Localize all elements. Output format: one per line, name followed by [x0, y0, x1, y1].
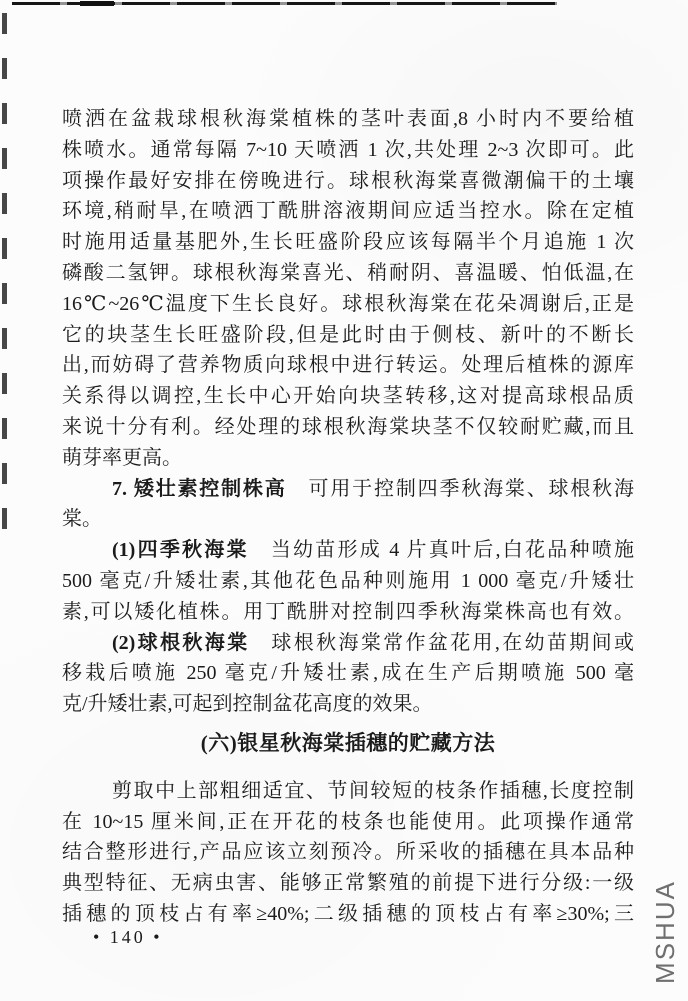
page-number: • 140 •: [93, 927, 163, 947]
text-line: 关系得以调控,生长中心开始向块茎转移,这对提高球根品质: [62, 385, 634, 408]
text-line: 500 毫克/升矮壮素,其他花色品种则施用 1 000 毫克/升矮壮: [62, 569, 634, 592]
scan-artifact-top-blob: [80, 1, 114, 6]
text-line: 剪取中上部粗细适宜、节间较短的枝条作插穗,长度控制: [112, 779, 634, 802]
text-line: 16℃~26℃温度下生长良好。球根秋海棠在花朵凋谢后,正是: [62, 292, 634, 315]
run-in-heading: (2)球根秋海棠: [112, 631, 250, 654]
text-line: 株喷水。通常每隔 7~10 天喷洒 1 次,共处理 2~3 次即可。此: [62, 138, 634, 161]
text-line: 时施用适量基肥外,生长旺盛阶段应该每隔半个月追施 1 次: [62, 231, 634, 254]
text-line: 在 10~15 厘米间,正在开花的枝条也能使用。此项操作通常: [62, 810, 634, 833]
text-line: 棠。: [62, 508, 102, 531]
text-line: 克/升矮壮素,可起到控制盆花高度的效果。: [62, 693, 433, 716]
text-line: 环境,稍耐旱,在喷洒丁酰肼溶液期间应适当控水。除在定植: [62, 200, 634, 223]
text-line: 出,而妨碍了营养物质向球根中进行转运。处理后植株的源库: [62, 354, 634, 377]
text-line: 来说十分有利。经处理的球根秋海棠块茎不仅较耐贮藏,而且: [62, 415, 634, 438]
text-line: 结合整形进行,产品应该立刻预冷。所采收的插穗在具本品种: [62, 841, 634, 864]
text-line: 典型特征、无病虫害、能够正常繁殖的前提下进行分级:一级: [62, 872, 634, 895]
text-line: 磷酸二氢钾。球根秋海棠喜光、稍耐阴、喜温暖、怕低温,在: [62, 261, 634, 284]
text-line: [62, 474, 634, 505]
text-line: 移栽后喷施 250 毫克/升矮壮素,成在生产后期喷施 500 毫: [62, 662, 634, 685]
run-in-heading: 7. 矮壮素控制株高: [112, 477, 287, 500]
text-line: 萌芽率更高。: [62, 446, 182, 469]
text-line: 项操作最好安排在傍晚进行。球根秋海棠喜微潮偏干的土壤: [62, 169, 634, 192]
text-line: 它的块茎生长旺盛阶段,但是此时由于侧枝、新叶的不断长: [62, 323, 634, 346]
text-run: 可用于控制四季秋海棠、球根秋海: [308, 477, 634, 500]
text-line: 喷洒在盆栽球根秋海棠植株的茎叶表面,8 小时内不要给植: [62, 108, 634, 130]
section-heading: (六)银星秋海棠插穗的贮藏方法: [200, 730, 496, 755]
text-run: 球根秋海棠常作盆花用,在幼苗期间或: [271, 631, 634, 654]
text-run: 当幼苗形成 4 片真叶后,白花品种喷施: [270, 539, 634, 562]
text-line: [62, 535, 634, 566]
text-line: 插穗的顶枝占有率≥40%;二级插穗的顶枝占有率≥30%;三: [62, 902, 634, 925]
text-line: [62, 628, 634, 659]
text-block: [62, 104, 634, 930]
watermark-text: MSHUA: [650, 880, 680, 984]
scan-artifact-left-dashes: [2, 13, 7, 540]
text-line: 素,可以矮化植株。用丁酰肼对控制四季秋海棠株高也有效。: [62, 600, 634, 623]
run-in-heading: (1)四季秋海棠: [112, 539, 249, 562]
